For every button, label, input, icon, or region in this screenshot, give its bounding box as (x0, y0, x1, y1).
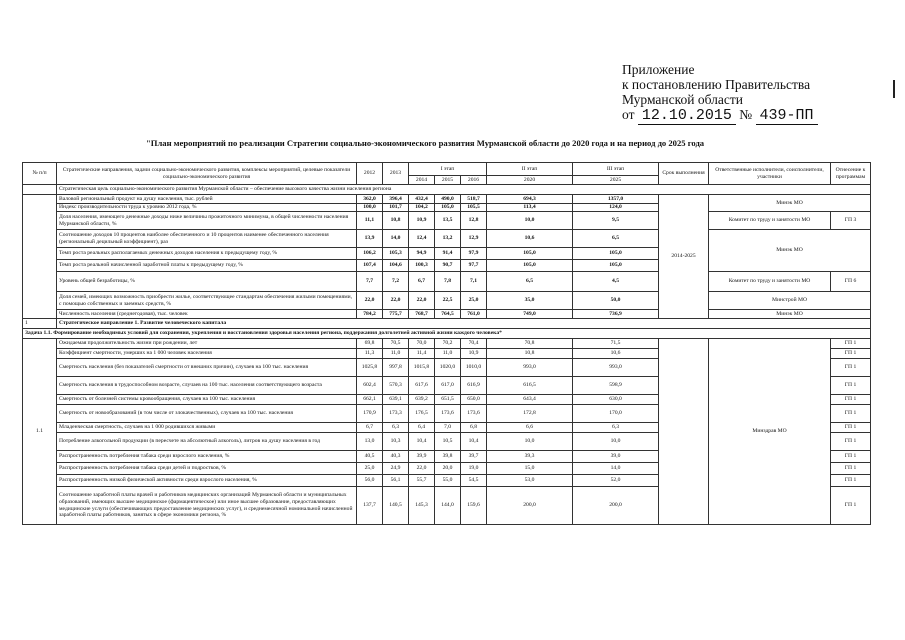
indicator-value: 124,0 (573, 204, 659, 212)
program-gp1: ГП 1 (831, 487, 871, 525)
goal-indicator-row (23, 212, 871, 230)
indicator-value: 10,8 (383, 212, 409, 230)
term-period: 2014-2025 (659, 195, 709, 319)
indicator-value: 993,0 (573, 359, 659, 377)
indicator-value: 50,0 (573, 292, 659, 310)
program-gp1: ГП 1 (831, 475, 871, 487)
indicator-value: 651,5 (435, 395, 461, 405)
indicator-name: Смертность населения (без показателей смертности от внешних причин), случаев на 100 тыс. населения (57, 359, 357, 377)
indicator-value: 775,7 (383, 310, 409, 319)
indicator-name: Младенческая смертность, случаев на 1 000 родившихся живыми (57, 423, 357, 433)
indicator-value: 13,5 (435, 212, 461, 230)
indicator-value: 1015,8 (409, 359, 435, 377)
indicator-name: Численность населения (среднегодовая), тыс. человек (57, 310, 357, 319)
header-2025: 2025 (573, 176, 659, 185)
program-gp1: ГП 1 (831, 349, 871, 359)
indicator-value: 617,6 (409, 377, 435, 395)
goal-num-empty (23, 195, 57, 319)
indicator-value: 6,5 (573, 230, 659, 248)
indicator-value: 993,0 (487, 359, 573, 377)
indicator-value: 643,4 (487, 395, 573, 405)
direction-title: Стратегическое направление 1. Развитие человеческого капитала (57, 319, 871, 329)
indicator-value: 137,7 (357, 487, 383, 525)
indicator-name: Темп роста реальных располагаемых денежных доходов населения к предыдущему году, % (57, 248, 357, 260)
indicator-value: 6,7 (357, 423, 383, 433)
header-2014: 2014 (409, 176, 435, 185)
program-gp6: ГП 6 (831, 272, 871, 292)
indicator-value: 11,3 (357, 349, 383, 359)
program-gp1: ГП 1 (831, 359, 871, 377)
indicator-value: 140,5 (383, 487, 409, 525)
indicator-value: 11,0 (383, 349, 409, 359)
indicator-value: 14,0 (383, 230, 409, 248)
indicator-value: 694,3 (487, 195, 573, 204)
responsible-minstroy: Минстрой МО (709, 292, 871, 310)
indicator-value: 104,6 (383, 260, 409, 272)
appendix-date-line (622, 107, 818, 123)
indicator-value: 1020,0 (435, 359, 461, 377)
indicator-value: 40,5 (357, 451, 383, 463)
indicator-value: 10,0 (487, 433, 573, 451)
indicator-name: Доля семей, имеющих возможность приобрести жилье, соответствующее стандартам обеспечения жилыми помещениями, с помощью собственных и заемных средств, % (57, 292, 357, 310)
indicator-value: 10,0 (487, 212, 573, 230)
indicator-value: 22,5 (435, 292, 461, 310)
date-prefix: от (622, 107, 635, 122)
indicator-value: 105,0 (487, 248, 573, 260)
indicator-value: 616,9 (461, 377, 487, 395)
indicator-value: 170,0 (573, 405, 659, 423)
indicator-value: 70,8 (487, 339, 573, 349)
indicator-name: Распространенность низкой физической активности среди взрослого населения, % (57, 475, 357, 487)
indicator-value: 70,5 (383, 339, 409, 349)
indicator-value: 362,0 (357, 195, 383, 204)
indicator-value: 768,7 (409, 310, 435, 319)
indicator-name: Смертность от болезней системы кровообращения, случаев на 100 тыс. населения (57, 395, 357, 405)
indicator-name: Уровень общей безработицы, % (57, 272, 357, 292)
task-row (23, 329, 871, 339)
indicator-value: 70,0 (409, 339, 435, 349)
indicator-value: 105,0 (573, 248, 659, 260)
header-num: № п/п (23, 163, 57, 185)
indicator-value: 761,0 (461, 310, 487, 319)
indicator-value: 105,3 (383, 248, 409, 260)
indicator-name: Распространенность потребления табака среди детей и подростков, % (57, 463, 357, 475)
indicator-value: 11,1 (357, 212, 383, 230)
indicator-value: 56,1 (383, 475, 409, 487)
indicator-value: 4,5 (573, 272, 659, 292)
goal-indicator-row (23, 195, 871, 204)
indicator-value: 570,3 (383, 377, 409, 395)
goal-indicator-row (23, 272, 871, 292)
indicator-value: 11,0 (435, 349, 461, 359)
resolution-number: 439-ПП (756, 107, 818, 125)
indicator-name: Соотношение заработной платы врачей и работников медицинских организаций Мурманской области и муниципальных образований, имеющих высшее медицинское (фармацевтическое) или иное высшее образование, предоставляющих медицинские услуги (обеспечивающих предоставление медицинских услуг), и среднемесячной номинальной начисленной заработной платы работников, занятых в сфере экономики региона, % (57, 487, 357, 525)
indicator-value: 91,4 (435, 248, 461, 260)
indicator-value: 19,0 (461, 463, 487, 475)
indicator-value: 97,7 (461, 260, 487, 272)
indicator-value: 107,4 (357, 260, 383, 272)
indicator-value: 39,8 (435, 451, 461, 463)
indicator-value: 12,9 (461, 230, 487, 248)
indicator-value: 55,7 (409, 475, 435, 487)
indicator-value: 6,5 (487, 272, 573, 292)
indicator-value: 52,0 (573, 475, 659, 487)
goal-indicator-row (23, 292, 871, 310)
direction-num: 1 (23, 319, 57, 329)
indicator-value: 53,0 (487, 475, 573, 487)
indicator-value: 105,0 (573, 260, 659, 272)
number-prefix: № (739, 107, 753, 122)
indicator-value: 10,3 (383, 433, 409, 451)
program-gp1: ГП 1 (831, 339, 871, 349)
indicator-value: 170,9 (357, 405, 383, 423)
responsible-minekon: Минэк МО (709, 310, 871, 319)
indicator-value: 639,1 (383, 395, 409, 405)
indicator-value: 97,9 (461, 248, 487, 260)
indicator-value: 173,6 (461, 405, 487, 423)
responsible-labor-committee: Комитет по труду и занятости МО (709, 212, 831, 230)
indicator-value: 22,0 (409, 463, 435, 475)
indicator-value: 10,5 (435, 433, 461, 451)
indicator-value: 1357,0 (573, 195, 659, 204)
indicator-value: 159,6 (461, 487, 487, 525)
direction-row (23, 319, 871, 329)
indicator-value: 396,4 (383, 195, 409, 204)
indicator-value: 105,0 (487, 260, 573, 272)
header-2012: 2012 (357, 163, 383, 185)
responsible-labor-committee: Комитет по труду и занятости МО (709, 272, 831, 292)
indicator-value: 69,8 (357, 339, 383, 349)
indicator-value: 10,4 (409, 433, 435, 451)
appendix-line-1: Приложение (622, 62, 695, 77)
indicator-value: 1025,8 (357, 359, 383, 377)
indicator-value: 39,9 (409, 451, 435, 463)
indicator-value: 22,0 (409, 292, 435, 310)
indicator-value: 113,4 (487, 204, 573, 212)
indicator-name: Смертность от новообразований (в том числе от злокачественных), случаев на 100 тыс. населения (57, 405, 357, 423)
indicator-value: 630,0 (573, 395, 659, 405)
indicator-value: 22,0 (357, 292, 383, 310)
scan-artifact (893, 80, 895, 98)
header-stage-2: II этап (487, 163, 573, 176)
indicator-value: 6,3 (573, 423, 659, 433)
indicator-value: 173,3 (383, 405, 409, 423)
indicator-value: 749,0 (487, 310, 573, 319)
indicator-value: 35,0 (487, 292, 573, 310)
indicator-value: 598,9 (573, 377, 659, 395)
indicator-value: 101,7 (383, 204, 409, 212)
indicator-value: 10,4 (461, 433, 487, 451)
appendix-line-3: Мурманской области (622, 92, 743, 107)
indicator-name: Валовой региональный продукт на душу населения, тыс. рублей (57, 195, 357, 204)
indicator-value: 144,0 (435, 487, 461, 525)
goal-num-cell (23, 185, 57, 195)
indicator-value: 10,9 (409, 212, 435, 230)
header-term: Срок выполнения (659, 163, 709, 185)
indicator-value: 39,3 (487, 451, 573, 463)
appendix-header (622, 62, 818, 123)
indicator-name: Доля населения, имеющего денежные доходы ниже величины прожиточного минимума, в общей численности населения Мурманской области, % (57, 212, 357, 230)
indicator-value: 13,2 (435, 230, 461, 248)
header-directions: Стратегические направления, задачи социально-экономического развития, комплексы мероприятий, целевые показатели социально-экономического развития (57, 163, 357, 185)
indicator-value: 105,0 (435, 204, 461, 212)
indicator-value: 602,4 (357, 377, 383, 395)
indicator-value: 6,7 (409, 272, 435, 292)
indicator-value: 6,8 (461, 423, 487, 433)
indicator-value: 14,0 (573, 463, 659, 475)
program-gp1: ГП 1 (831, 395, 871, 405)
indicator-value: 100,0 (357, 204, 383, 212)
header-2016: 2016 (461, 176, 487, 185)
indicator-value: 22,0 (383, 292, 409, 310)
header-2020: 2020 (487, 176, 573, 185)
task-term-empty (659, 339, 709, 525)
indicator-value: 39,7 (461, 451, 487, 463)
indicator-value: 639,2 (409, 395, 435, 405)
indicator-value: 173,6 (435, 405, 461, 423)
indicator-value: 432,4 (409, 195, 435, 204)
indicator-value: 617,0 (435, 377, 461, 395)
indicator-value: 54,5 (461, 475, 487, 487)
indicator-value: 172,8 (487, 405, 573, 423)
indicator-value: 90,7 (435, 260, 461, 272)
indicator-value: 12,4 (409, 230, 435, 248)
indicator-value: 56,0 (357, 475, 383, 487)
indicator-name: Ожидаемая продолжительность жизни при рождении, лет (57, 339, 357, 349)
indicator-name: Смертность населения в трудоспособном возрасте, случаев на 100 тыс. населения соответствующего возраста (57, 377, 357, 395)
indicator-value: 650,0 (461, 395, 487, 405)
indicator-value: 7,8 (435, 272, 461, 292)
indicator-value: 70,2 (435, 339, 461, 349)
indicator-name: Распространенность потребления табака среди взрослого населения, % (57, 451, 357, 463)
indicator-name: Индекс производительности труда к уровню 2012 года, % (57, 204, 357, 212)
program-gp3: ГП 3 (831, 212, 871, 230)
indicator-value: 7,2 (383, 272, 409, 292)
indicator-value: 106,2 (357, 248, 383, 260)
indicator-value: 7,0 (435, 423, 461, 433)
indicator-value: 736,9 (573, 310, 659, 319)
indicator-value: 40,3 (383, 451, 409, 463)
program-gp1: ГП 1 (831, 405, 871, 423)
indicator-value: 104,2 (409, 204, 435, 212)
indicator-value: 784,2 (357, 310, 383, 319)
indicator-value: 6,3 (383, 423, 409, 433)
program-gp1: ГП 1 (831, 377, 871, 395)
header-row-1 (23, 163, 871, 176)
indicator-value: 616,5 (487, 377, 573, 395)
indicator-value: 13,0 (357, 433, 383, 451)
indicator-value: 662,1 (357, 395, 383, 405)
indicator-value: 764,5 (435, 310, 461, 319)
document-title: "План мероприятий по реализации Стратегии социально-экономического развития Мурманской области до 2020 года и на период до 2025 года (146, 138, 705, 148)
indicator-name: Темп роста реальной начисленной заработной платы к предыдущему году, % (57, 260, 357, 272)
indicator-value: 1010,0 (461, 359, 487, 377)
indicator-name: Коэффициент смертности, умерших на 1 000 человек населения (57, 349, 357, 359)
indicator-value: 6,6 (487, 423, 573, 433)
goal-row (23, 185, 871, 195)
goal-indicator-row (23, 230, 871, 248)
task-title: Задача 1.1. Формирование необходимых условий для сохранения, укрепления и восстановления здоровья населения региона, поддержания долголетней активной жизни каждого человека* (23, 329, 871, 339)
indicator-value: 12,8 (461, 212, 487, 230)
indicator-value: 10,8 (487, 349, 573, 359)
header-2015: 2015 (435, 176, 461, 185)
header-2013: 2013 (383, 163, 409, 185)
indicator-value: 70,4 (461, 339, 487, 349)
responsible-minekon: Минэк МО (709, 195, 871, 212)
program-gp1: ГП 1 (831, 451, 871, 463)
indicator-value: 7,7 (357, 272, 383, 292)
indicator-value: 71,5 (573, 339, 659, 349)
indicator-value: 518,7 (461, 195, 487, 204)
header-programs: Отнесение к программам (831, 163, 871, 185)
header-stage-1: I этап (409, 163, 487, 176)
responsible-minzdrav: Минздрав МО (709, 339, 831, 525)
program-gp1: ГП 1 (831, 433, 871, 451)
header-stage-3: III этап (573, 163, 659, 176)
program-gp1: ГП 1 (831, 463, 871, 475)
indicator-value: 55,0 (435, 475, 461, 487)
indicator-value: 7,1 (461, 272, 487, 292)
goal-indicator-row (23, 310, 871, 319)
indicator-value: 176,5 (409, 405, 435, 423)
indicator-value: 25,0 (357, 463, 383, 475)
indicator-value: 145,3 (409, 487, 435, 525)
indicator-value: 24,9 (383, 463, 409, 475)
indicator-value: 105,5 (461, 204, 487, 212)
indicator-value: 200,0 (573, 487, 659, 525)
indicator-value: 15,0 (487, 463, 573, 475)
indicator-value: 94,9 (409, 248, 435, 260)
indicator-value: 200,0 (487, 487, 573, 525)
indicator-value: 10,0 (573, 433, 659, 451)
program-gp1: ГП 1 (831, 423, 871, 433)
indicator-name: Потребление алкогольной продукции (в пересчете на абсолютный алкоголь), литров на душу населения в год (57, 433, 357, 451)
indicator-value: 6,4 (409, 423, 435, 433)
indicator-value: 11,4 (409, 349, 435, 359)
task-num: 1.1 (23, 339, 57, 525)
task-indicator-row (23, 339, 871, 349)
indicator-value: 9,5 (573, 212, 659, 230)
indicator-value: 25,0 (461, 292, 487, 310)
indicator-value: 490,0 (435, 195, 461, 204)
appendix-line-2: к постановлению Правительства (622, 77, 811, 92)
indicator-name: Соотношение доходов 10 процентов наиболее обеспеченного и 10 процентов наименее обеспеченного населения (региональный децильный коэффициент), раз (57, 230, 357, 248)
indicator-value: 10,6 (573, 349, 659, 359)
strategic-goal: Стратегическая цель социально-экономического развития Мурманской области – обеспечение высокого качества жизни населения региона (57, 185, 871, 195)
header-responsible: Ответственные исполнители, соисполнители, участники (709, 163, 831, 185)
indicator-value: 10,9 (461, 349, 487, 359)
indicator-value: 39,0 (573, 451, 659, 463)
indicator-value: 10,6 (487, 230, 573, 248)
indicator-value: 20,0 (435, 463, 461, 475)
indicator-value: 13,9 (357, 230, 383, 248)
responsible-minekon: Минэк МО (709, 230, 871, 272)
indicator-value: 997,8 (383, 359, 409, 377)
indicator-value: 100,3 (409, 260, 435, 272)
plan-table (22, 162, 871, 525)
resolution-date: 12.10.2015 (638, 107, 736, 125)
